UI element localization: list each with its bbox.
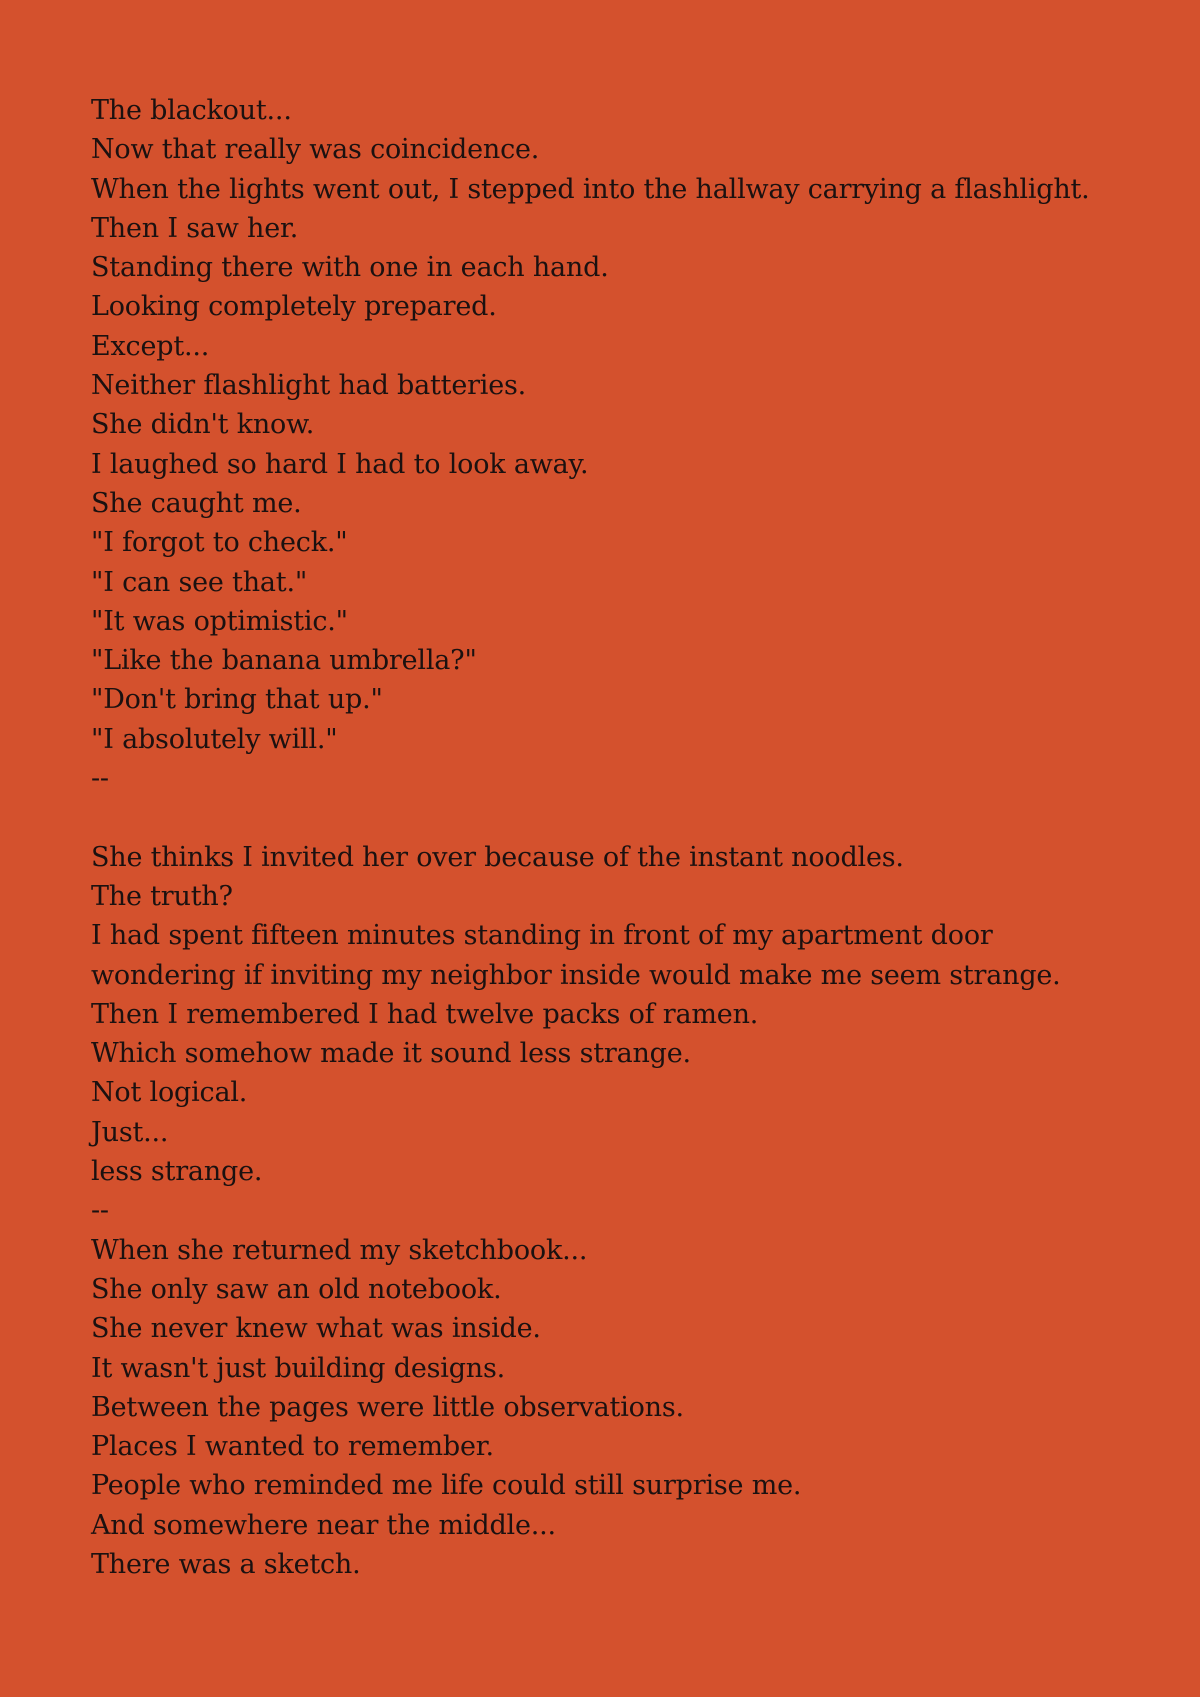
- text-line: When the lights went out, I stepped into the hallway carrying a flashlight.: [91, 173, 1090, 205]
- text-line: Just...: [91, 1116, 169, 1148]
- section-divider: --: [91, 1195, 109, 1227]
- dialogue-line: "I forgot to check.": [91, 527, 348, 559]
- dialogue-line: "Don't bring that up.": [91, 684, 383, 716]
- text-line: It wasn't just building designs.: [91, 1352, 506, 1384]
- text-line: And somewhere near the middle...: [91, 1509, 556, 1541]
- text-line: She thinks I invited her over because of the instant noodles.: [91, 841, 904, 873]
- text-line: She only saw an old notebook.: [91, 1273, 502, 1305]
- text-line: She didn't know.: [91, 409, 315, 441]
- dialogue-line: "I absolutely will.": [91, 723, 338, 755]
- text-line: Looking completely prepared.: [91, 291, 497, 323]
- text-line: Now that really was coincidence.: [91, 134, 540, 166]
- text-line: Places I wanted to remember.: [91, 1431, 494, 1463]
- text-line: People who reminded me life could still surprise me.: [91, 1470, 802, 1502]
- text-line: There was a sketch.: [91, 1548, 361, 1580]
- text-line: Except...: [91, 330, 210, 362]
- text-line: Which somehow made it sound less strange.: [91, 1038, 691, 1070]
- text-line: Between the pages were little observations.: [91, 1391, 684, 1423]
- text-line: The truth?: [91, 880, 233, 912]
- text-line: The blackout...: [91, 95, 292, 126]
- text-line: less strange.: [91, 1156, 263, 1188]
- text-line: Neither flashlight had batteries.: [91, 370, 527, 402]
- dialogue-line: "It was optimistic.": [91, 605, 348, 637]
- text-line: When she returned my sketchbook...: [91, 1234, 588, 1266]
- text-line: She caught me.: [91, 487, 302, 519]
- text-body: [91, 91, 1151, 1584]
- blank-line: [91, 798, 1151, 837]
- dialogue-line: "I can see that.": [91, 566, 308, 598]
- text-line: Then I remembered I had twelve packs of ramen.: [91, 998, 759, 1030]
- text-line: Standing there with one in each hand.: [91, 252, 609, 284]
- section-divider: --: [91, 763, 109, 795]
- text-line: She never knew what was inside.: [91, 1313, 541, 1345]
- text-line: wondering if inviting my neighbor inside would make me seem strange.: [91, 959, 1061, 991]
- dialogue-line: "Like the banana umbrella?": [91, 645, 477, 677]
- text-line: Not logical.: [91, 1077, 248, 1109]
- text-line: I laughed so hard I had to look away.: [91, 448, 589, 480]
- text-line: I had spent fifteen minutes standing in front of my apartment door: [91, 920, 993, 952]
- text-line: Then I saw her.: [91, 212, 299, 244]
